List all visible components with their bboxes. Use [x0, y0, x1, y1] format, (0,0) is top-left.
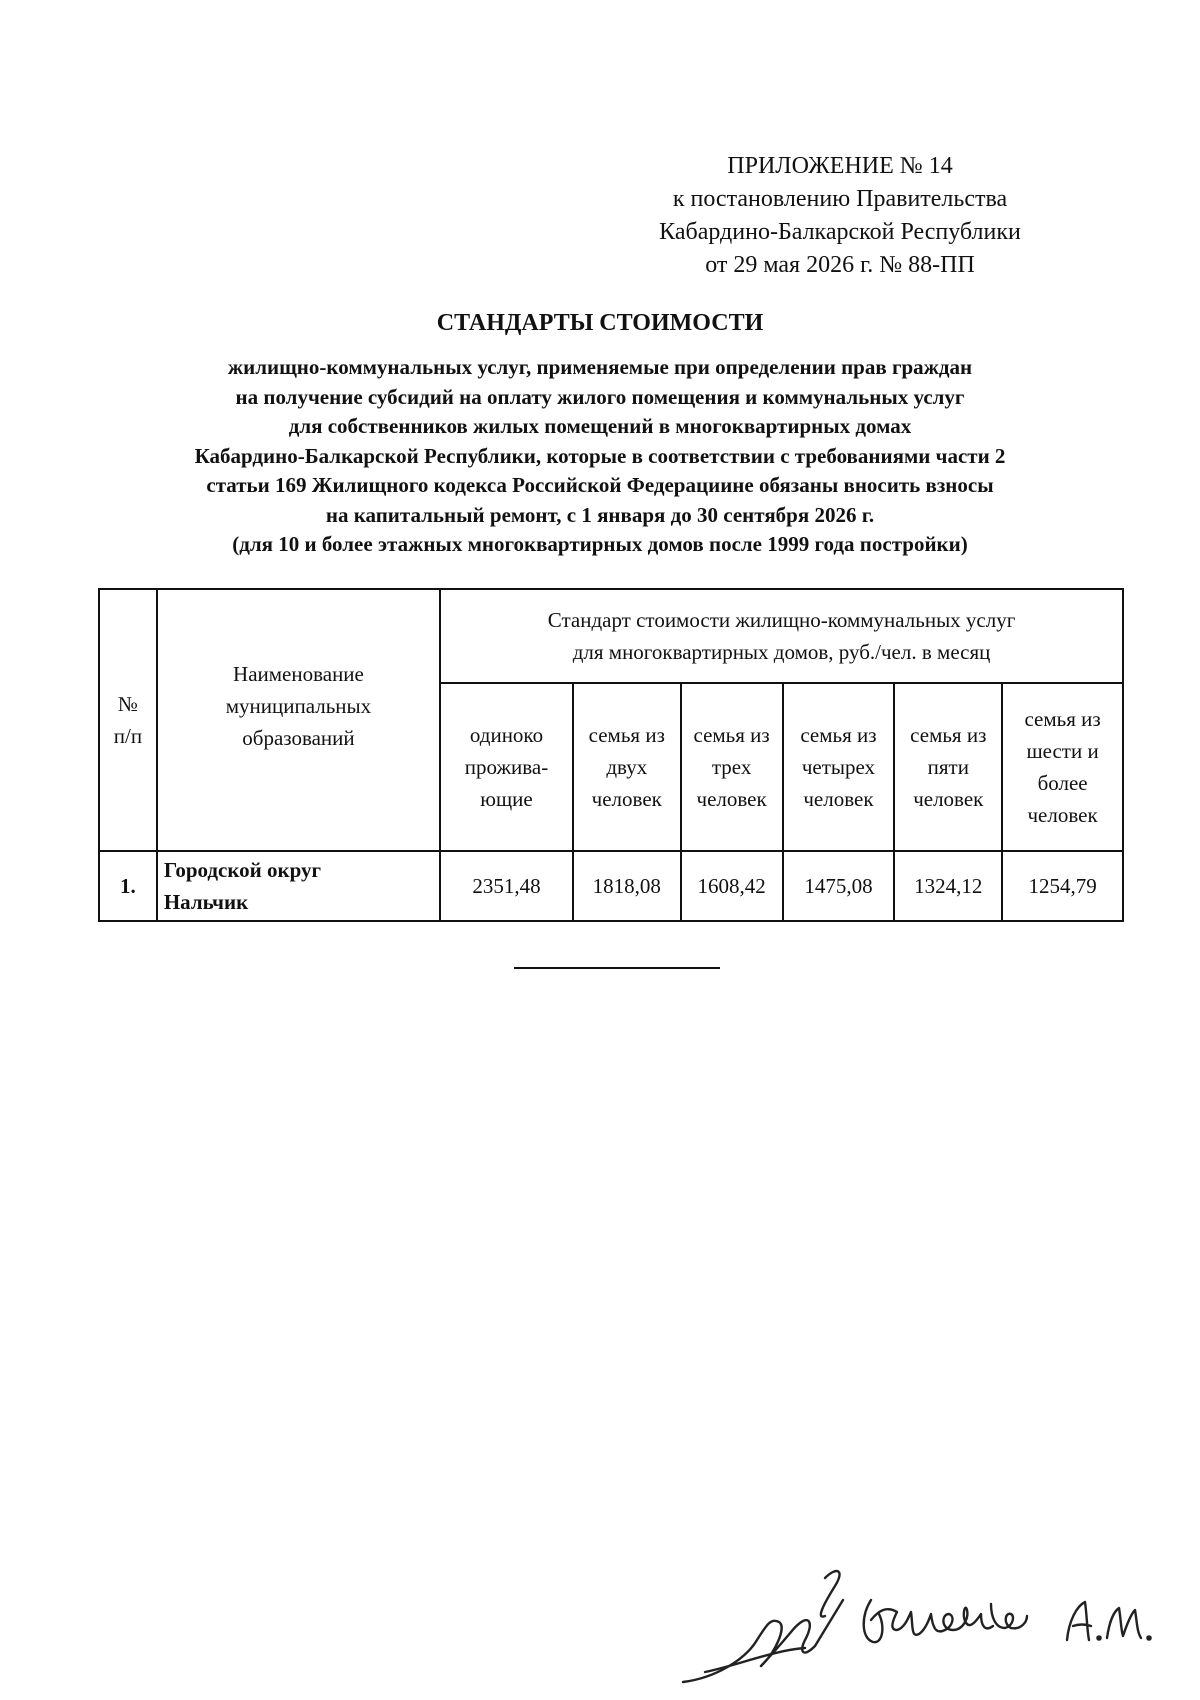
signature-dot [1097, 1636, 1100, 1639]
subtitle-line: жилищно-коммунальных услуг, применяемые при определении прав граждан [227, 355, 973, 379]
appendix-block [600, 150, 1080, 282]
subtitle-line: на получение субсидий на оплату жилого помещения и коммунальных услуг [235, 384, 965, 409]
subheader-family-three: семья из трех человек [681, 683, 783, 851]
signature-scribble [683, 1600, 843, 1682]
row-number: 1. [99, 851, 157, 921]
subtitle-line: на капитальный ремонт, с 1 января до 30 сентября 2026 г. [325, 502, 875, 527]
subheader-family-two: семья из двух человек [573, 683, 681, 851]
subtitle-line: Кабардино-Балкарской Республики, которые в соответствии с требованиями части 2 [194, 443, 1006, 468]
subheader-family-six-plus: семья из шести и более человек [1002, 683, 1123, 851]
value-single: 2351,48 [440, 851, 573, 921]
end-divider [514, 967, 720, 969]
subtitle-line: (для 10 и более этажных многоквартирных домов после 1999 года постройки) [232, 532, 968, 556]
value-family-five: 1324,12 [894, 851, 1002, 921]
value-family-two: 1818,08 [573, 851, 681, 921]
handwritten-signature [675, 1560, 1175, 1700]
table-header-row [99, 589, 1123, 683]
appendix-date: от 29 мая 2026 г. № 88-ПП [705, 252, 975, 278]
signature-dot [1147, 1636, 1150, 1639]
appendix-number: ПРИЛОЖЕНИЕ № 14 [727, 153, 953, 179]
value-family-four: 1475,08 [783, 851, 895, 921]
document-title: СТАНДАРТЫ СТОИМОСТИ [436, 310, 764, 336]
table-row [99, 851, 1123, 921]
subtitle-line: статьи 169 Жилищного кодекса Российской Федерациине обязаны вносить взносы [206, 473, 994, 497]
subtitle-line: для собственников жилых помещений в многоквартирных домах [288, 414, 912, 438]
subheader-family-four: семья из четырех человек [783, 683, 895, 851]
appendix-government: Кабардино-Балкарской Республики [659, 219, 1021, 245]
value-family-six-plus: 1254,79 [1002, 851, 1123, 921]
header-cost-standard: Стандарт стоимости жилищно-коммунальных услуг для многоквартирных домов, руб./чел. в месяц [440, 589, 1123, 683]
cost-standards-table [98, 588, 1124, 922]
header-number: № п/п [99, 589, 157, 851]
row-municipality: Городской округ Нальчик [157, 851, 440, 921]
signature-surname [864, 1600, 1027, 1642]
signature-initials [1107, 1608, 1141, 1638]
document-subtitle [80, 353, 1120, 560]
signature-scribble [705, 1648, 805, 1672]
appendix-reference: к постановлению Правительства [672, 186, 1008, 212]
signature-initials [1067, 1602, 1091, 1640]
header-municipality: Наименование муниципальных образований [157, 589, 440, 851]
subheader-family-five: семья из пяти человек [894, 683, 1002, 851]
subheader-single: одиноко прожива- ющие [440, 683, 573, 851]
value-family-three: 1608,42 [681, 851, 783, 921]
